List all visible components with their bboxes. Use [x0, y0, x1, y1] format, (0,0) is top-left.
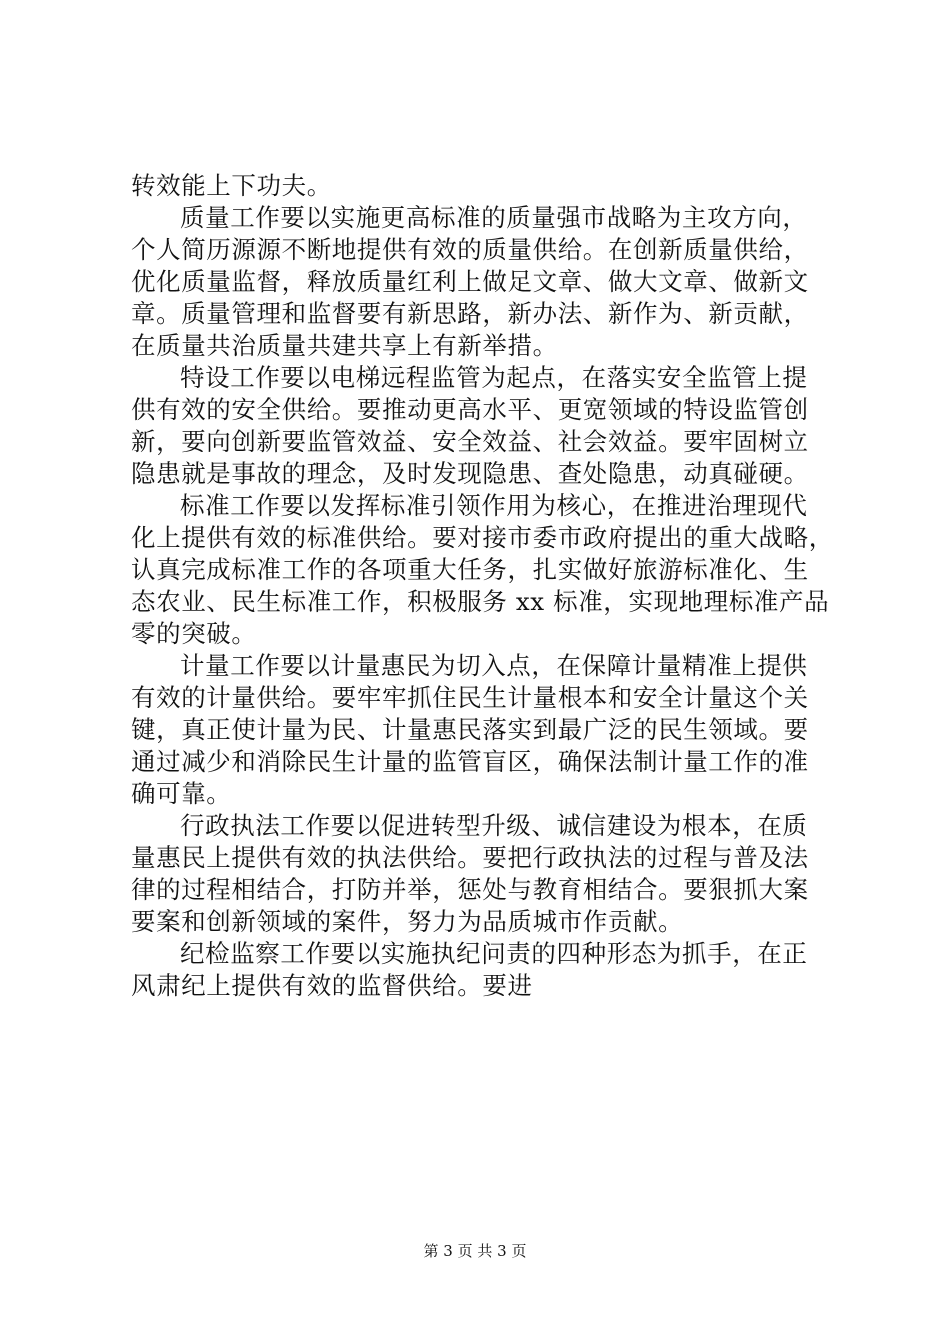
text-line: 律的过程相结合，打防并举，惩处与教育相结合。要狠抓大案	[131, 875, 809, 904]
text-line: 风肃纪上提供有效的监督供给。要进	[131, 971, 533, 1000]
text-line: 个人简历源源不断地提供有效的质量供给。在创新质量供给，	[131, 235, 809, 264]
text-line: 特设工作要以电梯远程监管为起点，在落实安全监管上提	[180, 363, 808, 392]
text-line: 通过减少和消除民生计量的监管盲区，确保法制计量工作的准	[131, 747, 809, 776]
text-line: 供有效的安全供给。要推动更高水平、更宽领域的特设监管创	[131, 395, 809, 424]
text-line: 零的突破。	[131, 619, 257, 648]
text-line: 标准工作要以发挥标准引领作用为核心，在推进治理现代	[180, 491, 808, 520]
text-line: 认真完成标准工作的各项重大任务，扎实做好旅游标准化、生	[131, 555, 809, 584]
text-line: 纪检监察工作要以实施执纪问责的四种形态为抓手，在正	[180, 939, 808, 968]
text-line: 新，要向创新要监管效益、安全效益、社会效益。要牢固树立	[131, 427, 809, 456]
text-line: 有效的计量供给。要牢牢抓住民生计量根本和安全计量这个关	[131, 683, 809, 712]
text-line: 在质量共治质量共建共享上有新举措。	[131, 331, 558, 360]
text-line: 键，真正使计量为民、计量惠民落实到最广泛的民生领域。要	[131, 715, 809, 744]
text-line: 质量工作要以实施更高标准的质量强市战略为主攻方向，	[180, 203, 808, 232]
text-line: 转效能上下功夫。	[131, 171, 332, 200]
text-line: 行政执法工作要以促进转型升级、诚信建设为根本，在质	[180, 811, 808, 840]
text-line: 计量工作要以计量惠民为切入点，在保障计量精准上提供	[180, 651, 808, 680]
text-line: 化上提供有效的标准供给。要对接市委市政府提出的重大战略，	[131, 523, 834, 552]
text-line: 优化质量监督，释放质量红利上做足文章、做大文章、做新文	[131, 267, 809, 296]
text-line: 态农业、民生标准工作，积极服务 xx 标准，实现地理标准产品	[131, 587, 830, 616]
page-footer: 第 3 页 共 3 页	[423, 1242, 527, 1260]
text-line: 量惠民上提供有效的执法供给。要把行政执法的过程与普及法	[131, 843, 809, 872]
text-line: 要案和创新领域的案件，努力为品质城市作贡献。	[131, 907, 684, 936]
text-line: 章。质量管理和监督要有新思路，新办法、新作为、新贡献，	[131, 299, 809, 328]
text-line: 隐患就是事故的理念，及时发现隐患、查处隐患，动真碰硬。	[131, 459, 809, 488]
text-line: 确可靠。	[131, 779, 232, 808]
